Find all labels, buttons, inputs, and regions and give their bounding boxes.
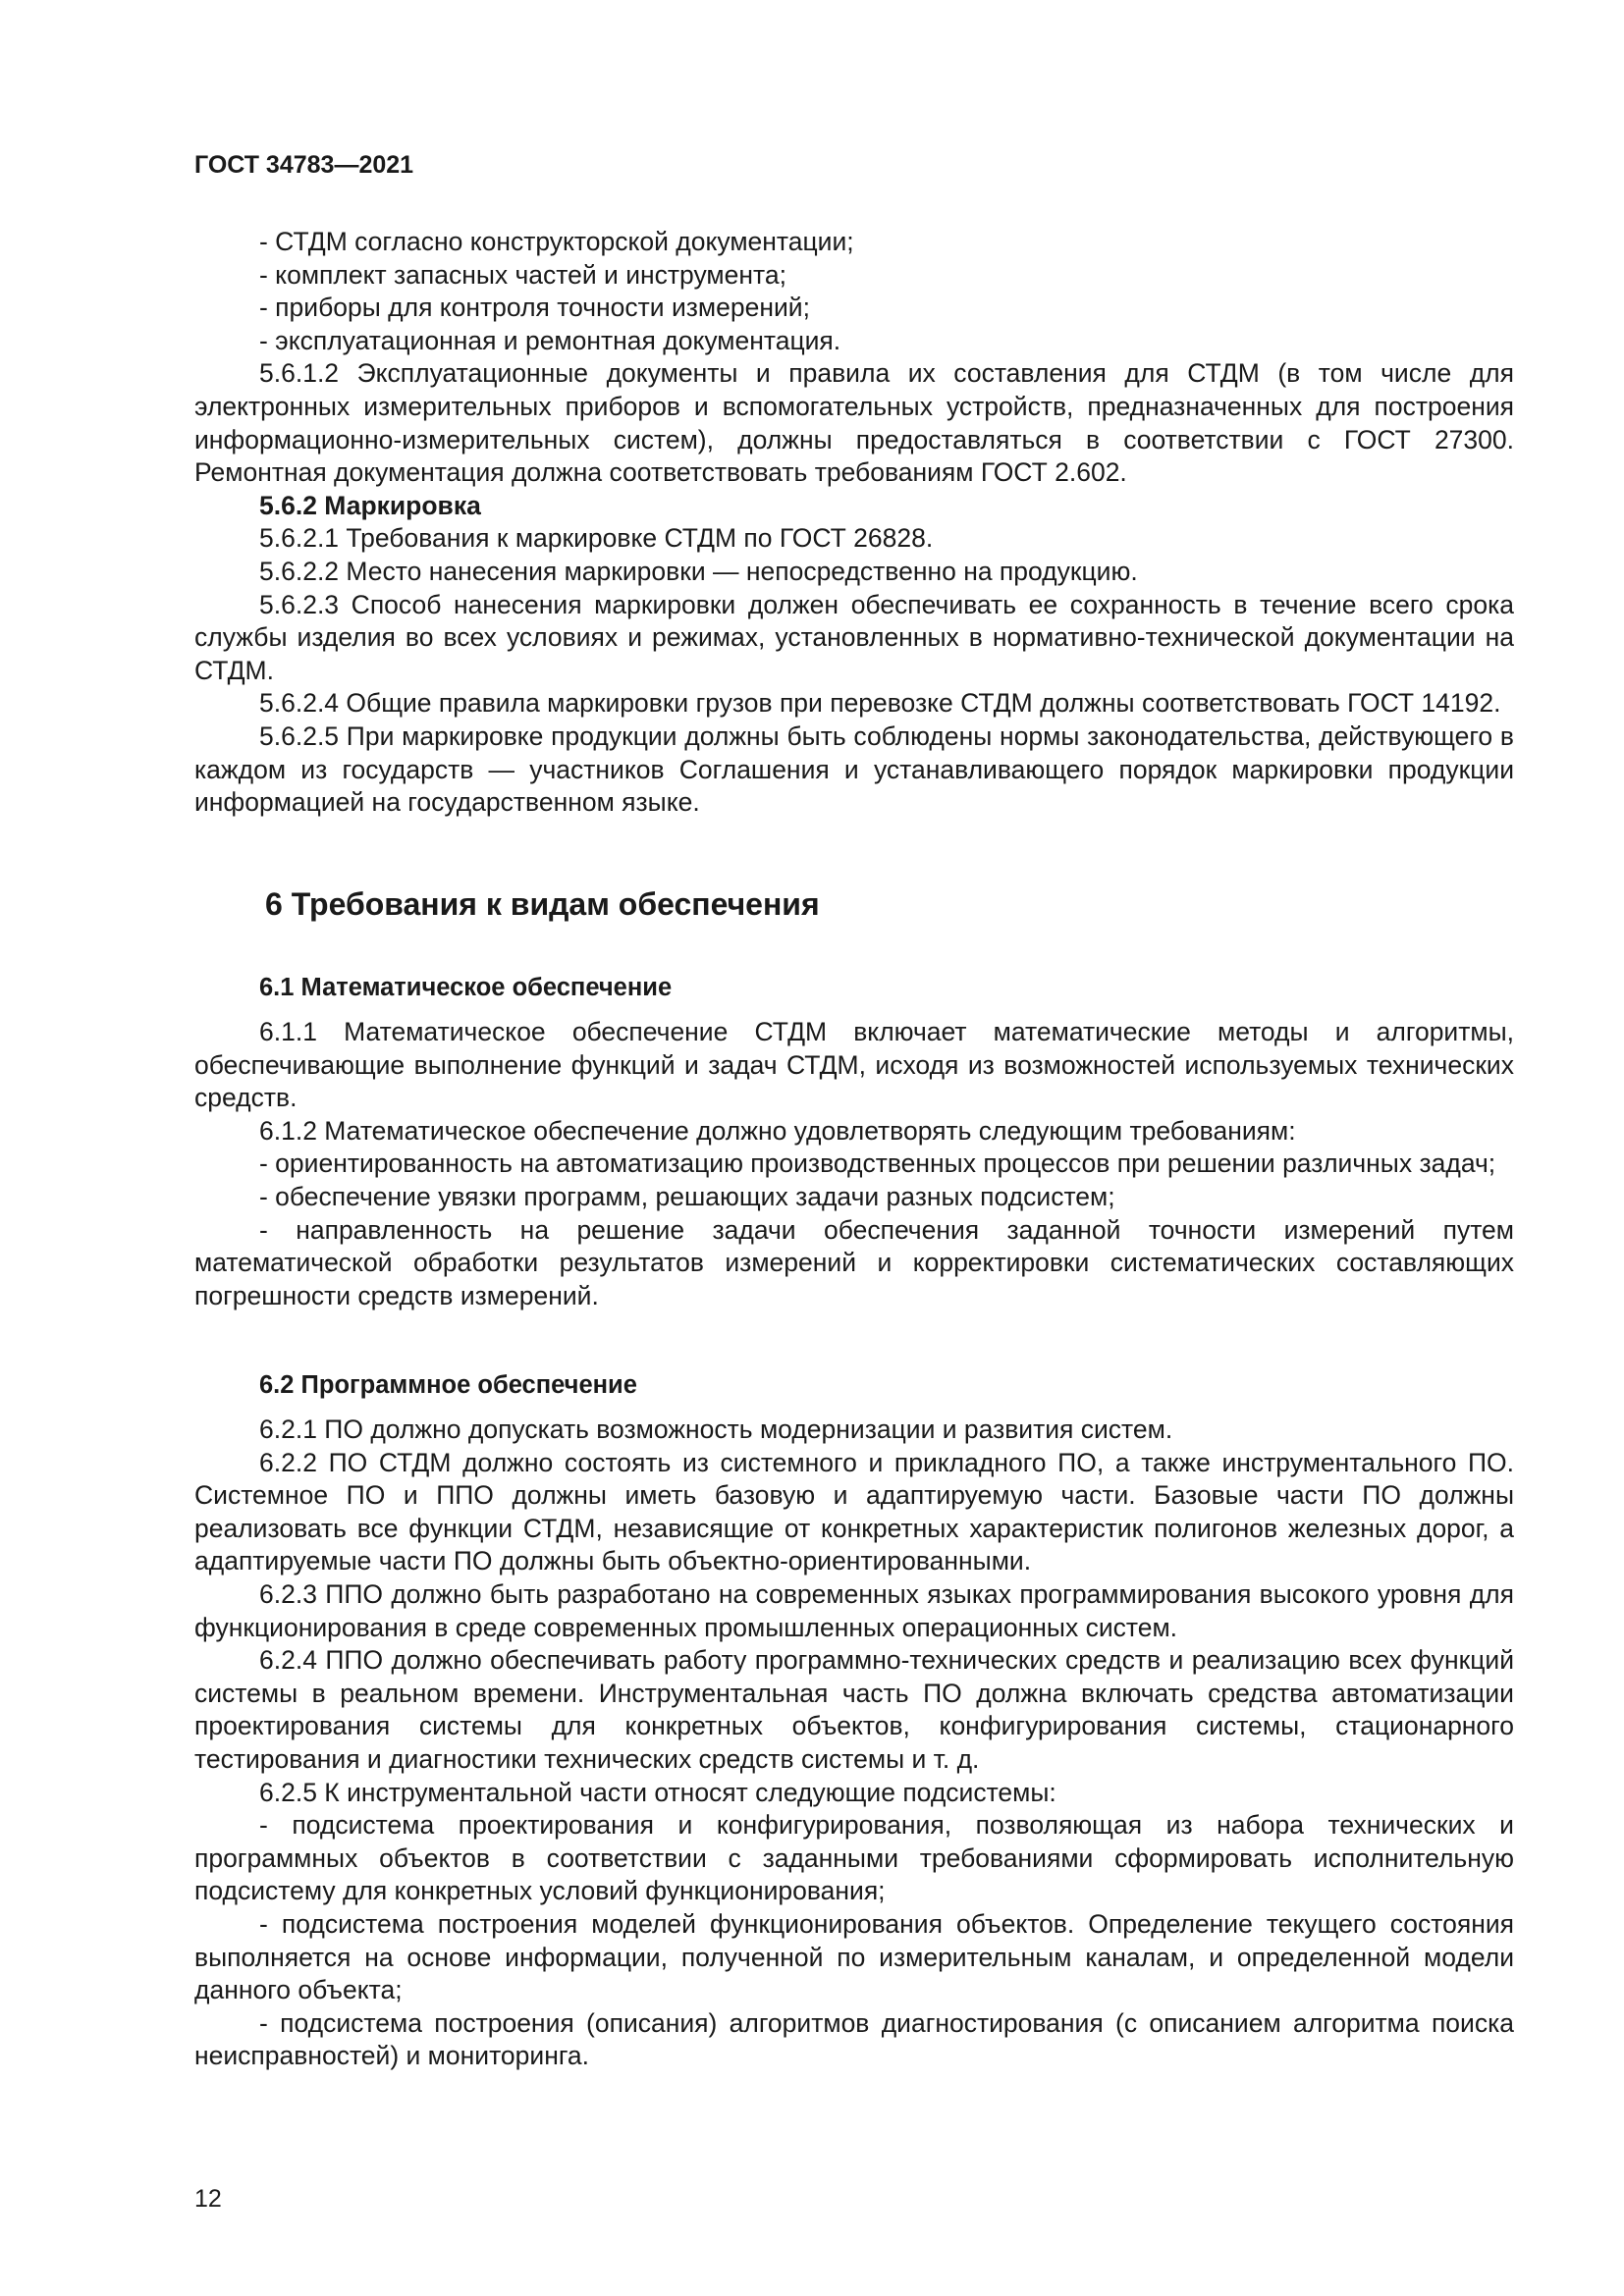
subsection-heading: 6.1 Математическое обеспечение	[259, 974, 673, 1001]
section-heading: 6 Требования к видам обеспечения	[265, 886, 820, 922]
section-5-6-content	[194, 226, 1514, 820]
list-item: - подсистема проектирования и конфигурирования, позволяющая из набора технических и программных объектов в соответствии с заданными требованиями сформировать исполнительную подсистему для конкретных условий функционирования;	[194, 1810, 1514, 1906]
list-item: - комплект запасных частей и инструмента;	[259, 259, 786, 290]
page-number: 12	[194, 2185, 222, 2213]
list-item: - подсистема построения моделей функционирования объектов. Определение текущего состояния выполняется на основе информации, полученной по измерительным каналам, и определенной модели данного объекта;	[194, 1908, 1514, 2005]
list-item: - приборы для контроля точности измерений;	[259, 293, 810, 323]
paragraph: 5.6.2.1 Требования к маркировке СТДМ по ГОСТ 26828.	[259, 523, 934, 554]
paragraph: 5.6.2.2 Место нанесения маркировки — непосредственно на продукцию.	[259, 556, 1138, 586]
paragraph: 5.6.2.4 Общие правила маркировки грузов при перевозке СТДМ должны соответствовать ГОСТ 14192.	[259, 688, 1501, 719]
paragraph: 6.1.1 Математическое обеспечение СТДМ включает математические методы и алгоритмы, обеспечивающие выполнение функций и задач СТДМ, исходя из возможностей используемых технических средств.	[194, 1017, 1514, 1113]
paragraph: 6.2.2 ПО СТДМ должно состоять из системного и прикладного ПО, а также инструментального ПО. Системное ПО и ППО должны иметь базовую и адаптируемую части. Базовые части ПО должны реализовать все функции СТДМ, независящие от конкретных характеристик полигонов железных дорог, а адаптируемые части ПО должны быть объектно-ориентированными.	[194, 1447, 1514, 1576]
paragraph: 5.6.2.5 При маркировке продукции должны быть соблюдены нормы законодательства, действующего в каждом из государств — участников Соглашения и устанавливающего порядок маркировки продукции информацией на государственном языке.	[194, 721, 1514, 818]
paragraph: 6.2.3 ППО должно быть разработано на современных языках программирования высокого уровня для функционирования в среде современных промышленных операционных систем.	[194, 1578, 1514, 1642]
section-6-1-content	[194, 1016, 1514, 1312]
list-item: - ориентированность на автоматизацию производственных процессов при решении различных задач;	[259, 1148, 1496, 1179]
paragraph: 6.2.1 ПО должно допускать возможность модернизации и развития систем.	[259, 1415, 1173, 1444]
subsection-heading: 5.6.2 Маркировка	[259, 490, 481, 520]
subsection-heading: 6.2 Программное обеспечение	[259, 1371, 637, 1399]
paragraph: 6.2.5 К инструментальной части относят следующие подсистемы:	[259, 1777, 1056, 1807]
list-item: - обеспечение увязки программ, решающих задачи разных подсистем;	[259, 1181, 1115, 1211]
paragraph: 6.2.4 ППО должно обеспечивать работу программно-технических средств и реализацию всех функций системы в реальном времени. Инструментальная часть ПО должна включать средства автоматизации проектирования системы для конкретных объектов, конфигурирования системы, стационарного тестирования и диагностики технических средств системы и т. д.	[194, 1645, 1514, 1774]
paragraph: 6.1.2 Математическое обеспечение должно удовлетворять следующим требованиям:	[259, 1115, 1296, 1146]
list-item: - направленность на решение задачи обеспечения заданной точности измерений путем математической обработки результатов измерений и корректировки систематических составляющих погрешности средств измерений.	[194, 1214, 1514, 1310]
list-item: - СТДМ согласно конструкторской документации;	[259, 227, 854, 256]
document-header: ГОСТ 34783—2021	[194, 151, 414, 179]
paragraph: 5.6.2.3 Способ нанесения маркировки должен обеспечивать ее сохранность в течение всего срока службы изделия во всех условиях и режимах, установленных в нормативно-технической документации на СТДМ.	[194, 589, 1514, 685]
list-item: - эксплуатационная и ремонтная документация.	[259, 325, 841, 355]
paragraph: 5.6.1.2 Эксплуатационные документы и правила их составления для СТДМ (в том числе для электронных измерительных приборов и вспомогательных устройств, предназначенных для построения информационно-измерительных систем), должны предоставляться в соответствии с ГОСТ 27300. Ремонтная документация должна соответствовать требованиям ГОСТ 2.602.	[194, 358, 1514, 488]
section-6-2-content	[194, 1414, 1514, 2073]
list-item: - подсистема построения (описания) алгоритмов диагностирования (с описанием алгоритма поиска неисправностей) и мониторинга.	[194, 2007, 1514, 2071]
